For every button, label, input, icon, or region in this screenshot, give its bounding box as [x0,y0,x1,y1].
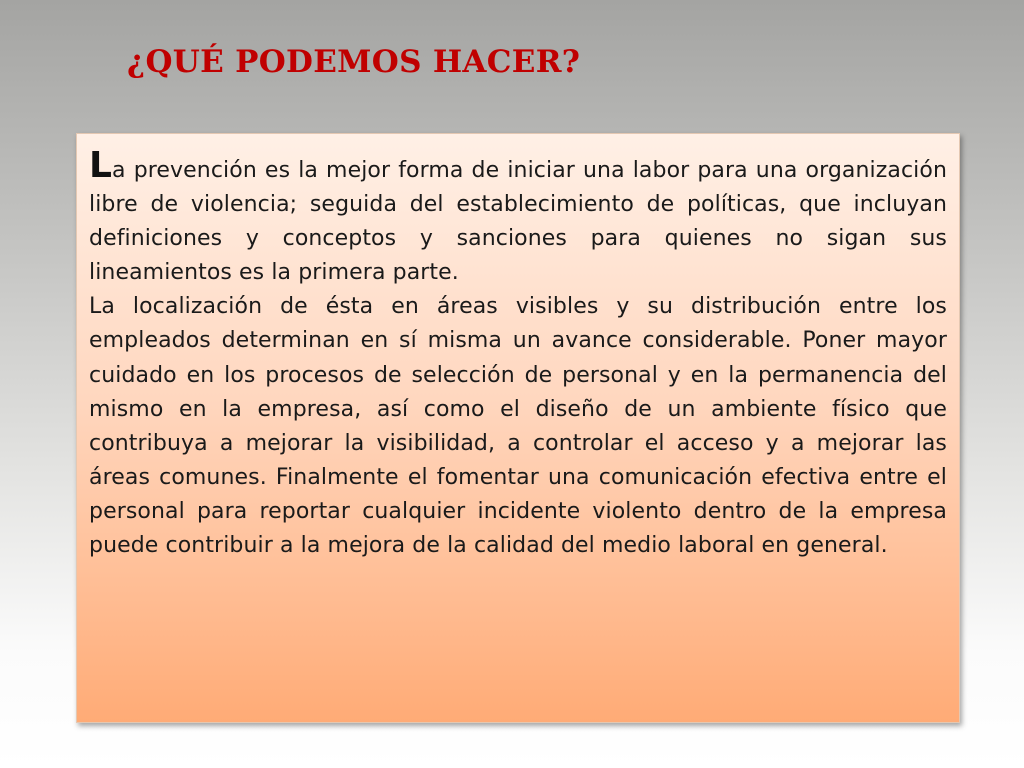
slide-title: ¿QUÉ PODEMOS HACER? [127,44,581,80]
paragraph-prevention [89,145,947,290]
drop-cap-initial: L [89,145,113,186]
paragraph-prevention-text: a prevención es la mejor forma de iniciar una labor para una organización libre de violencia; seguida del establecimiento de políticas, que incluyan definiciones y conceptos y sanciones para quienes no sigan sus lineamientos es la primera parte. [89,158,947,286]
content-text-box [76,133,960,723]
paragraph-localization: La localización de ésta en áreas visibles y su distribución entre los empleados determinan en sí misma un avance considerable. Poner mayor cuidado en los procesos de selección de personal y en la permanencia del mismo en la empresa, así como el diseño de un ambiente físico que contribuya a mejorar la visibilidad, a controlar el acceso y a mejorar las áreas comunes. Finalmente el fomentar una comunicación efectiva entre el personal para reportar cualquier incidente violento dentro de la empresa puede contribuir a la mejora de la calidad del medio laboral en general. [89,294,947,559]
